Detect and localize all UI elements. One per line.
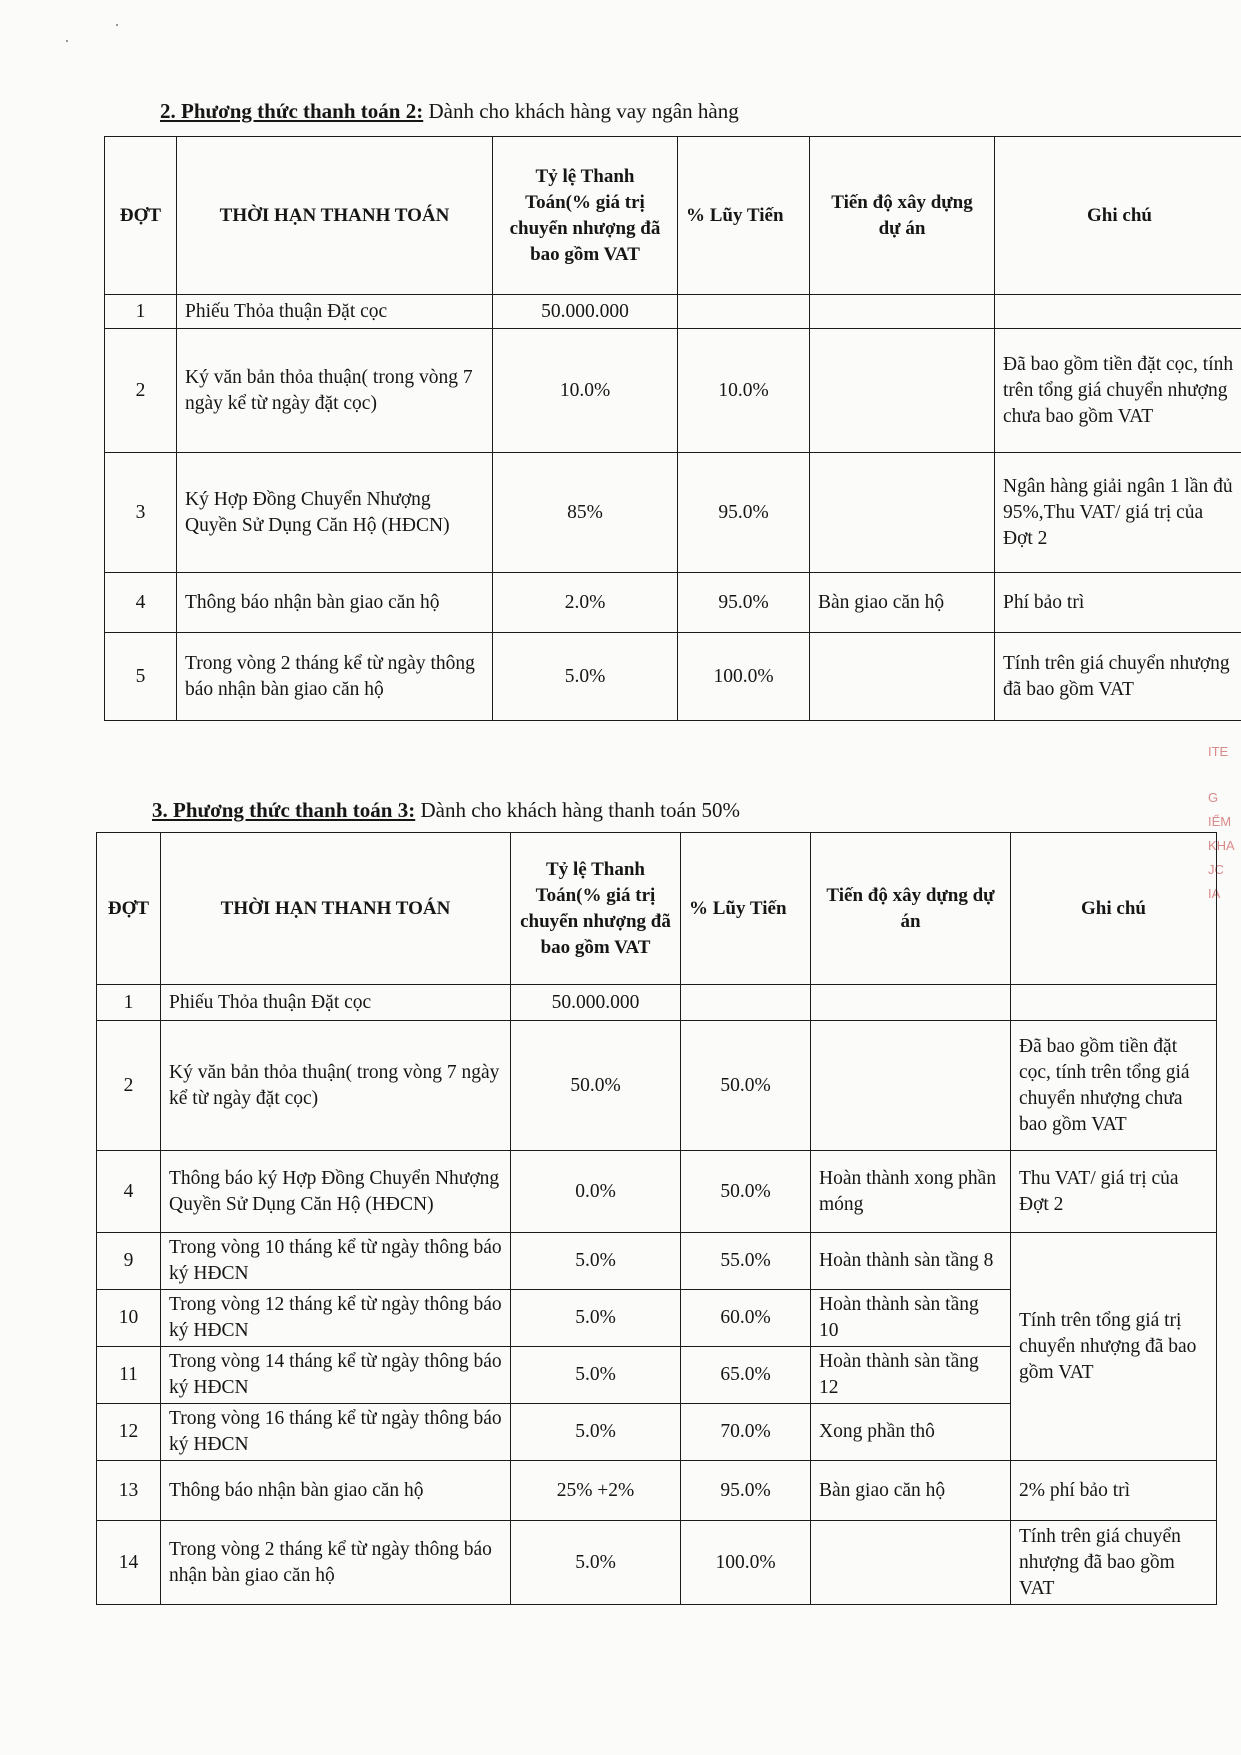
row-dot: 3 — [105, 453, 177, 573]
header-deadline: THỜI HẠN THANH TOÁN — [161, 833, 511, 985]
section-2-title: 2. Phương thức thanh toán 2: — [160, 99, 424, 123]
row-note: Đã bao gồm tiền đặt cọc, tính trên tổng giá chuyển nhượng chưa bao gồm VAT — [1011, 1021, 1217, 1151]
header-dot: ĐỢT — [105, 137, 177, 295]
table-row — [97, 1233, 1217, 1290]
header-rate: Tỷ lệ Thanh Toán(% giá trị chuyển nhượng đã bao gồm VAT — [511, 833, 681, 985]
stamp-fragment: IA — [1208, 886, 1221, 901]
row-cumulative: 70.0% — [681, 1404, 811, 1461]
row-rate: 50.0% — [511, 1021, 681, 1151]
row-dot: 5 — [105, 633, 177, 721]
header-note: Ghi chú — [995, 137, 1241, 295]
row-cumulative: 65.0% — [681, 1347, 811, 1404]
row-rate: 50.000.000 — [493, 295, 678, 329]
row-note: Tính trên giá chuyển nhượng đã bao gồm VAT — [995, 633, 1241, 721]
header-progress: Tiến độ xây dựng dự án — [810, 137, 995, 295]
row-dot: 11 — [97, 1347, 161, 1404]
row-rate: 5.0% — [511, 1347, 681, 1404]
row-cumulative: 95.0% — [681, 1461, 811, 1521]
row-progress: Hoàn thành sàn tầng 8 — [811, 1233, 1011, 1290]
stamp-fragment: G — [1208, 790, 1219, 805]
row-deadline: Thông báo nhận bàn giao căn hộ — [161, 1461, 511, 1521]
table-row — [97, 1151, 1217, 1233]
row-dot: 4 — [97, 1151, 161, 1233]
scan-speck — [116, 24, 118, 26]
row-note: Tính trên giá chuyển nhượng đã bao gồm VAT — [1011, 1521, 1217, 1605]
stamp-fragment: KHA — [1208, 838, 1235, 853]
row-note: Đã bao gồm tiền đặt cọc, tính trên tổng giá chuyển nhượng chưa bao gồm VAT — [995, 329, 1241, 453]
row-rate: 85% — [493, 453, 678, 573]
header-progress: Tiến độ xây dựng dự án — [811, 833, 1011, 985]
row-deadline: Trong vòng 14 tháng kể từ ngày thông báo ký HĐCN — [161, 1347, 511, 1404]
row-deadline: Thông báo ký Hợp Đồng Chuyển Nhượng Quyền Sử Dụng Căn Hộ (HĐCN) — [161, 1151, 511, 1233]
header-cumulative: % Lũy Tiến — [681, 833, 811, 985]
table-row — [105, 329, 1241, 453]
row-note: Thu VAT/ giá trị của Đợt 2 — [1011, 1151, 1217, 1233]
row-progress: Bàn giao căn hộ — [811, 1461, 1011, 1521]
header-dot: ĐỢT — [97, 833, 161, 985]
row-progress — [811, 1521, 1011, 1605]
header-rate: Tỷ lệ Thanh Toán(% giá trị chuyển nhượng đã bao gồm VAT — [493, 137, 678, 295]
table-row — [105, 633, 1241, 721]
section-3-title: 3. Phương thức thanh toán 3: — [152, 798, 416, 822]
row-dot: 1 — [105, 295, 177, 329]
row-dot: 9 — [97, 1233, 161, 1290]
payment-table-2 — [104, 136, 1241, 721]
row-dot: 1 — [97, 985, 161, 1021]
row-deadline: Trong vòng 10 tháng kể từ ngày thông báo ký HĐCN — [161, 1233, 511, 1290]
row-cumulative: 95.0% — [678, 573, 810, 633]
section-3-subtitle: Dành cho khách hàng thanh toán 50% — [415, 798, 741, 822]
row-note — [1011, 985, 1217, 1021]
row-dot: 10 — [97, 1290, 161, 1347]
row-dot: 2 — [97, 1021, 161, 1151]
row-cumulative: 55.0% — [681, 1233, 811, 1290]
row-progress — [810, 453, 995, 573]
merged-note: Tính trên tổng giá trị chuyển nhượng đã bao gồm VAT — [1011, 1233, 1217, 1461]
stamp-fragment: JC — [1208, 862, 1224, 877]
header-note: Ghi chú — [1011, 833, 1217, 985]
row-rate: 25% +2% — [511, 1461, 681, 1521]
header-cumulative: % Lũy Tiến — [678, 137, 810, 295]
table-row — [97, 985, 1217, 1021]
row-cumulative: 50.0% — [681, 1021, 811, 1151]
row-cumulative: 10.0% — [678, 329, 810, 453]
table-row — [105, 573, 1241, 633]
row-deadline: Phiếu Thỏa thuận Đặt cọc — [177, 295, 493, 329]
row-dot: 13 — [97, 1461, 161, 1521]
row-rate: 5.0% — [511, 1404, 681, 1461]
row-deadline: Trong vòng 2 tháng kể từ ngày thông báo nhận bàn giao căn hộ — [161, 1521, 511, 1605]
row-progress: Bàn giao căn hộ — [810, 573, 995, 633]
row-progress — [810, 633, 995, 721]
scan-speck — [66, 40, 68, 42]
row-deadline: Trong vòng 16 tháng kể từ ngày thông báo ký HĐCN — [161, 1404, 511, 1461]
row-cumulative — [678, 295, 810, 329]
table-header-row — [97, 833, 1217, 985]
row-deadline: Trong vòng 12 tháng kể từ ngày thông báo ký HĐCN — [161, 1290, 511, 1347]
section-2-subtitle: Dành cho khách hàng vay ngân hàng — [423, 99, 739, 123]
row-dot: 4 — [105, 573, 177, 633]
stamp-fragment: IỂM — [1208, 814, 1232, 829]
row-note: Ngân hàng giải ngân 1 lần đủ 95%,Thu VAT/ giá trị của Đợt 2 — [995, 453, 1241, 573]
row-deadline: Phiếu Thỏa thuận Đặt cọc — [161, 985, 511, 1021]
row-note — [995, 295, 1241, 329]
row-progress: Hoàn thành sàn tầng 12 — [811, 1347, 1011, 1404]
row-note: Phí bảo trì — [995, 573, 1241, 633]
row-progress — [811, 985, 1011, 1021]
table-row — [97, 1521, 1217, 1605]
row-dot: 14 — [97, 1521, 161, 1605]
row-cumulative: 100.0% — [678, 633, 810, 721]
table-row — [105, 453, 1241, 573]
row-deadline: Ký văn bản thỏa thuận( trong vòng 7 ngày kể từ ngày đặt cọc) — [161, 1021, 511, 1151]
table-row — [105, 295, 1241, 329]
row-rate: 2.0% — [493, 573, 678, 633]
row-cumulative: 60.0% — [681, 1290, 811, 1347]
row-cumulative: 100.0% — [681, 1521, 811, 1605]
row-deadline: Ký văn bản thỏa thuận( trong vòng 7 ngày kể từ ngày đặt cọc) — [177, 329, 493, 453]
section-2-heading — [160, 98, 739, 124]
table-row — [97, 1021, 1217, 1151]
row-dot: 2 — [105, 329, 177, 453]
header-deadline: THỜI HẠN THANH TOÁN — [177, 137, 493, 295]
row-dot: 12 — [97, 1404, 161, 1461]
row-progress: Hoàn thành sàn tầng 10 — [811, 1290, 1011, 1347]
row-progress: Hoàn thành xong phần móng — [811, 1151, 1011, 1233]
row-deadline: Trong vòng 2 tháng kể từ ngày thông báo nhận bàn giao căn hộ — [177, 633, 493, 721]
row-progress — [810, 329, 995, 453]
stamp-fragment: ITE — [1208, 744, 1229, 759]
row-progress — [811, 1021, 1011, 1151]
row-rate: 5.0% — [511, 1290, 681, 1347]
row-deadline: Ký Hợp Đồng Chuyển Nhượng Quyền Sử Dụng Căn Hộ (HĐCN) — [177, 453, 493, 573]
row-progress — [810, 295, 995, 329]
row-rate: 0.0% — [511, 1151, 681, 1233]
row-rate: 5.0% — [511, 1521, 681, 1605]
section-3-heading — [152, 797, 740, 823]
row-rate: 5.0% — [493, 633, 678, 721]
row-cumulative — [681, 985, 811, 1021]
table-header-row — [105, 137, 1241, 295]
table-row — [97, 1461, 1217, 1521]
row-deadline: Thông báo nhận bàn giao căn hộ — [177, 573, 493, 633]
payment-table-3 — [96, 832, 1217, 1605]
row-rate: 5.0% — [511, 1233, 681, 1290]
row-cumulative: 95.0% — [678, 453, 810, 573]
row-cumulative: 50.0% — [681, 1151, 811, 1233]
row-rate: 10.0% — [493, 329, 678, 453]
row-note: 2% phí bảo trì — [1011, 1461, 1217, 1521]
row-rate: 50.000.000 — [511, 985, 681, 1021]
row-progress: Xong phần thô — [811, 1404, 1011, 1461]
